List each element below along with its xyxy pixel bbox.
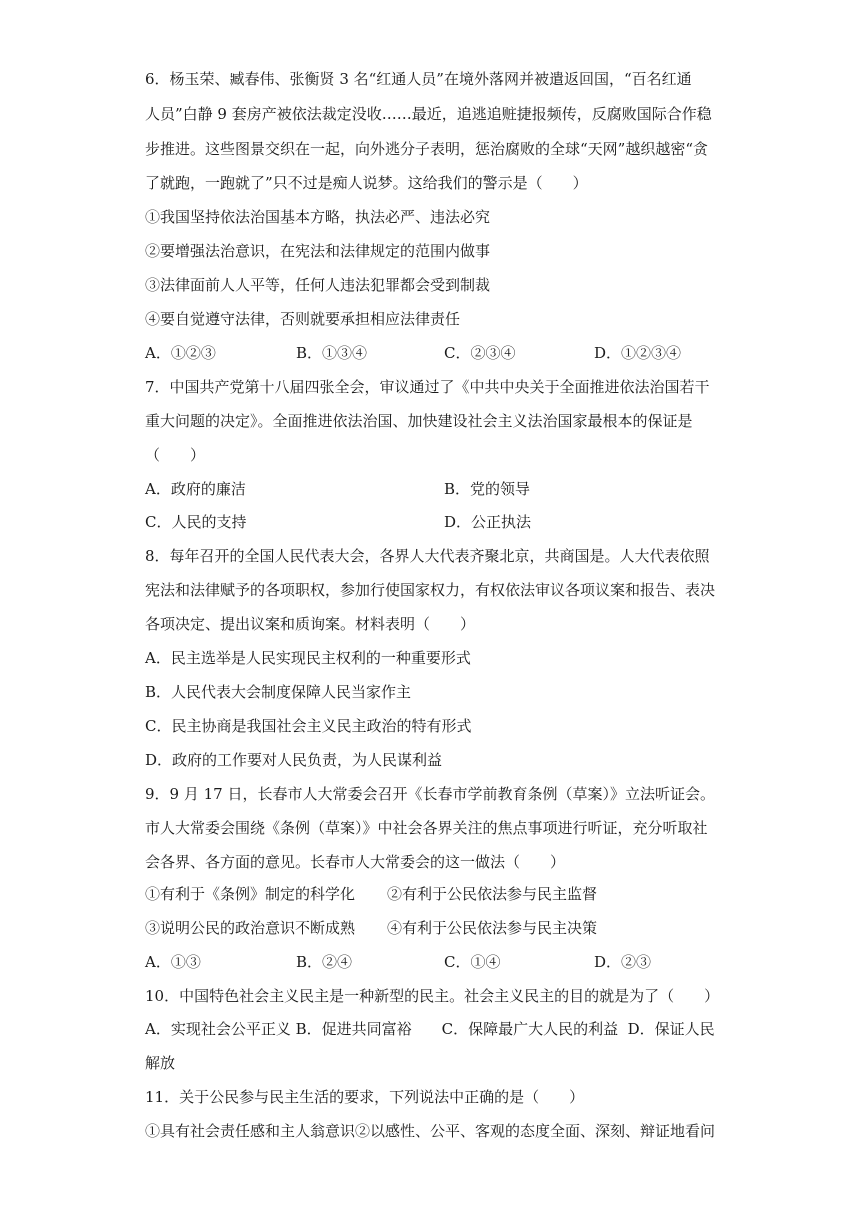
question-text-line: 了就跑，一跑就了”只不过是痴人说梦。这给我们的警示是（ ） bbox=[145, 174, 588, 192]
answer-option-a: A．①③ bbox=[145, 953, 201, 971]
answer-option-d: D．②③ bbox=[594, 953, 652, 971]
question-text-line: 6．杨玉荣、臧春伟、张衡贤 3 名“红通人员”在境外落网并被遣返回国，“百名红通 bbox=[145, 70, 692, 88]
answer-option-c: C．民主协商是我国社会主义民主政治的特有形式 bbox=[145, 717, 472, 735]
statement-item: ②有利于公民依法参与民主监督 bbox=[387, 885, 598, 903]
answer-option-b: B．①③④ bbox=[296, 344, 368, 362]
statement-item: ④有利于公民依法参与民主决策 bbox=[387, 919, 598, 937]
question-text-line: 市人大常委会围绕《条例（草案）》中社会各界关注的焦点事项进行听证，充分听取社 bbox=[145, 819, 708, 837]
question-text-line: 重大问题的决定》。全面推进依法治国、加快建设社会主义法治国家最根本的保证是 bbox=[145, 412, 693, 430]
answer-option-d: D．公正执法 bbox=[444, 513, 532, 531]
question-text-line: 9．9 月 17 日，长春市人大常委会召开《长春市学前教育条例（草案）》立法听证会。 bbox=[145, 785, 715, 803]
answer-options-line: 解放 bbox=[145, 1054, 176, 1072]
statement-item: ①具有社会责任感和主人翁意识②以感性、公平、客观的态度全面、深刻、辩证地看问 bbox=[145, 1122, 716, 1140]
statement-item: ①有利于《条例》制定的科学化 bbox=[145, 885, 356, 903]
statement-item: ①我国坚持依法治国基本方略，执法必严、违法必究 bbox=[145, 208, 491, 226]
statement-item: ④要自觉遵守法律，否则就要承担相应法律责任 bbox=[145, 310, 461, 328]
answer-option-d: D．政府的工作要对人民负责，为人民谋利益 bbox=[145, 751, 443, 769]
question-text-line: （ ） bbox=[145, 446, 206, 464]
question-text-line: 步推进。这些图景交织在一起，向外逃分子表明，惩治腐败的全球“天网”越织越密“贪 bbox=[145, 140, 709, 158]
answer-option-a: A．①②③ bbox=[145, 344, 216, 362]
question-text-line: 8．每年召开的全国人民代表大会，各界人大代表齐聚北京，共商国是。人大代表依照 bbox=[145, 547, 710, 565]
answer-option-a: A．政府的廉洁 bbox=[145, 480, 246, 498]
statement-item: ③法律面前人人平等，任何人违法犯罪都会受到制裁 bbox=[145, 276, 491, 294]
question-text-line: 11．关于公民参与民主生活的要求，下列说法中正确的是（ ） bbox=[145, 1088, 585, 1106]
statement-item: ②要增强法治意识，在宪法和法律规定的范围内做事 bbox=[145, 242, 491, 260]
answer-option-a: A．民主选举是人民实现民主权利的一种重要形式 bbox=[145, 649, 471, 667]
answer-option-b: B．②④ bbox=[296, 953, 353, 971]
question-text-line: 人员”白静 9 套房产被依法裁定没收……最近，追逃追赃捷报频传，反腐败国际合作稳 bbox=[145, 105, 712, 123]
answer-options-line: A．实现社会公平正义 B．促进共同富裕 C．保障最广大人民的利益 D．保证人民 bbox=[145, 1020, 715, 1038]
question-text-line: 会各界、各方面的意见。长春市人大常委会的这一做法（ ） bbox=[145, 853, 566, 871]
answer-option-b: B．党的领导 bbox=[444, 480, 531, 498]
answer-option-c: C．人民的支持 bbox=[145, 513, 247, 531]
answer-option-c: C．①④ bbox=[444, 953, 501, 971]
question-text-line: 10．中国特色社会主义民主是一种新型的民主。社会主义民主的目的就是为了（ ） bbox=[145, 987, 720, 1005]
answer-option-d: D．①②③④ bbox=[594, 344, 682, 362]
question-text-line: 宪法和法律赋予的各项职权，参加行使国家权力，有权依法审议各项议案和报告、表决 bbox=[145, 581, 716, 599]
statement-item: ③说明公民的政治意识不断成熟 bbox=[145, 919, 356, 937]
question-text-line: 各项决定、提出议案和质询案。材料表明（ ） bbox=[145, 615, 476, 633]
question-text-line: 7．中国共产党第十八届四张全会，审议通过了《中共中央关于全面推进依法治国若干 bbox=[145, 378, 710, 396]
answer-option-b: B．人民代表大会制度保障人民当家作主 bbox=[145, 683, 412, 701]
answer-option-c: C．②③④ bbox=[444, 344, 516, 362]
